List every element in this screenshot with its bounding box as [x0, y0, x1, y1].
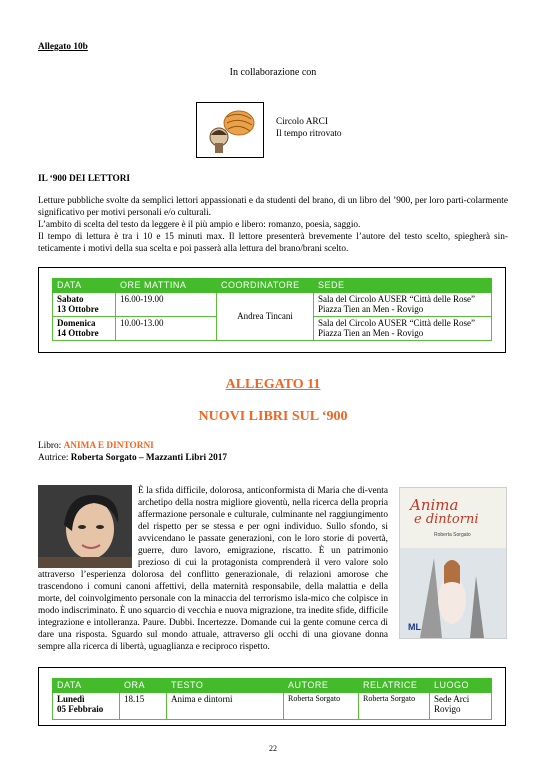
cell-relatrice: Roberta Sorgato — [359, 692, 430, 719]
cell-luogo: Sede Arci Rovigo — [430, 692, 492, 719]
lettori-paragraph-3: Il tempo di lettura è tra i 10 e 15 minuti max. Il lettore presenterà brevemente l’autore del testo scelto, spiegherà sin-teticamente i motivi della sua scelta e poi passerà alla lettura del brano/brani scelto. — [38, 232, 508, 254]
page-number: 22 — [269, 744, 277, 753]
cover-author: Roberta Sorgato — [434, 532, 471, 538]
cover-title-2: e dintorni — [414, 512, 479, 527]
libro-title: ANIMA E DINTORNI — [63, 441, 154, 451]
table-row — [53, 692, 492, 719]
photo-spacer — [38, 485, 138, 568]
allegato11-title: ALLEGATO 11 — [225, 377, 321, 392]
table-row — [53, 292, 492, 316]
lettori-paragraph-1: Letture pubbliche svolte da semplici lettori appassionati e da studenti del brano, di un libro del ’900, per loro parti-colarmente significativo per motivi personali e/o culturali. — [38, 196, 508, 218]
book-cover — [399, 487, 507, 639]
col-testo: TESTO — [167, 679, 284, 693]
autrice-label: Autrice: — [38, 453, 71, 463]
cell-ora: 18.15 — [120, 692, 167, 719]
lettori-table — [52, 278, 492, 341]
col-luogo: LUOGO — [430, 679, 492, 693]
cell-coordinatore: Andrea Tincani — [217, 292, 314, 340]
allegato-label: Allegato 10b — [38, 42, 88, 52]
libro-description — [38, 485, 388, 653]
cell-ore: 16.00-19.00 — [116, 292, 217, 316]
cell-data: Lunedì 05 Febbraio — [53, 692, 120, 719]
collab-intro: In collaborazione con — [229, 67, 317, 78]
col-autore: AUTORE — [284, 679, 359, 693]
autrice-name: Roberta Sorgato – Mazzanti Libri 2017 — [70, 453, 228, 463]
allegato11-subtitle: NUOVI LIBRI SUL ‘900 — [198, 409, 348, 424]
cell-testo: Anima e dintorni — [167, 692, 284, 719]
org-line2: Il tempo ritrovato — [276, 129, 342, 139]
cover-title-1: Anima — [410, 496, 459, 514]
cell-sede: Sala del Circolo AUSER “Città delle Rose” Piazza Tien an Men - Rovigo — [314, 316, 492, 340]
description-text: È la sfida difficile, dolorosa, anticonformista di Maria che di-venta archetipo della nostra migliore gioventù, nella ricerca della propria affermazione personale e culturale, culminante nel raggiungimento del rispetto per se stessa e per ogni individuo. Sullo sfondo, si avvicendano le passate generazioni, con le loro storie di povertà, guerre, duro lavoro, emigrazione, riscatto. È un patrimonio prezioso di cui la protagonista comprenderà il vero valore solo attraverso l’esperienza dolorosa del conflitto generazionale, di relazioni amorose che trascendono i comuni canoni affettivi, della maternità responsabile, della malattia e della morte, del coinvolgimento personale con la minaccia del terrorismo isla-mico che colpisce in modo indiscriminato. È uno squarcio di vecchia e nuova migrazione, tra inedite sfide, difficile integrazione e intolleranza. Paure. Dubbi. Incertezze. Domande cui la gente comune cerca di dare una risposta. Sguardo sul mondo attuale, attraverso gli occhi di una giovane donna sempre alla ricerca di libertà, uguaglianza e reciproco rispetto. — [38, 486, 388, 652]
col-ora: ORA — [120, 679, 167, 693]
cell-ore: 10.00-13.00 — [116, 316, 217, 340]
cell-sede: Sala del Circolo AUSER “Città delle Rose” Piazza Tien an Men - Rovigo — [314, 292, 492, 316]
arci-logo-icon — [197, 103, 263, 157]
cell-data: Domenica 14 Ottobre — [53, 316, 116, 340]
col-sede: SEDE — [314, 279, 492, 293]
lettori-heading: IL ‘900 DEI LETTORI — [38, 174, 131, 184]
libro-line — [38, 440, 154, 452]
autrice-line — [38, 452, 227, 464]
lettori-paragraph-2: L’ambito di scelta del testo da leggere è il più ampio e libero: romanzo, poesia, saggio. — [38, 220, 361, 230]
cell-autore: Roberta Sorgato — [284, 692, 359, 719]
col-relatrice: RELATRICE — [359, 679, 430, 693]
event-table — [52, 678, 492, 720]
arci-logo — [196, 102, 264, 158]
libro-label: Libro: — [38, 441, 64, 451]
event-table-frame — [38, 667, 506, 726]
org-line1: Circolo ARCI — [276, 117, 328, 127]
lettori-table-frame — [38, 267, 506, 353]
col-coordinatore: COORDINATORE — [217, 279, 314, 293]
col-ore: ORE MATTINA — [116, 279, 217, 293]
col-data: DATA — [53, 279, 116, 293]
cell-data: Sabato 13 Ottobre — [53, 292, 116, 316]
col-data: DATA — [53, 679, 120, 693]
cover-publisher: ML — [408, 622, 421, 632]
